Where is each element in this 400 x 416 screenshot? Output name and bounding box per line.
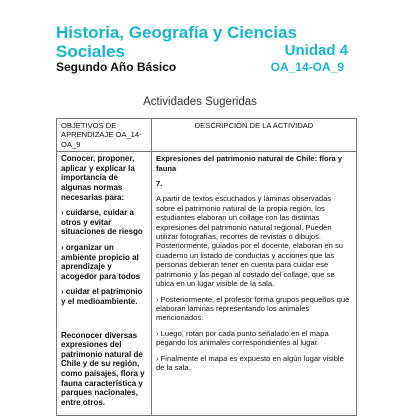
grade-label: Segundo Año Básico bbox=[56, 60, 177, 74]
table-row bbox=[57, 152, 357, 416]
activity-paragraph: › Posteriormente, el profesor forma grupos pequeños que elaboran láminas representando los animales mencionados. bbox=[156, 294, 350, 323]
activity-paragraph: › Finalmente el mapa es expuesto en algún lugar visible de la sala. bbox=[156, 353, 344, 372]
section-title: Actividades Sugeridas bbox=[143, 96, 257, 108]
objective-item: Conocer, proponer, aplicar y explicar la importancia de algunas normas necesarias para: bbox=[61, 154, 135, 202]
document-title bbox=[56, 23, 297, 61]
objective-item: › cuidar el patrimonio y el medioambiente. bbox=[61, 287, 143, 306]
unit-label: Unidad 4 bbox=[284, 42, 348, 59]
objective-item: › cuidarse, cuidar a otros y evitar situaciones de riesgo bbox=[61, 208, 143, 237]
title-line-1: Historia, Geografía y Ciencias bbox=[56, 23, 297, 42]
objective-item: › organizar un ambiente propicio al aprendizaje y acogedor para todos bbox=[61, 242, 141, 281]
objective-item: Reconocer diversas expresiones del patrimonio natural de Chile y de su región, como paisajes, flora y fauna característica y parques nacionales, entre otros. bbox=[61, 330, 145, 407]
objectives-header: OBJETIVOS DE APRENDIZAJE OA_14-OA_9 bbox=[57, 119, 152, 152]
objectives-cell bbox=[57, 152, 152, 416]
activity-header: DESCRIPCIÓN DE LA ACTIVIDAD bbox=[152, 119, 357, 152]
title-line-2: Sociales bbox=[56, 42, 125, 61]
activities-table bbox=[56, 118, 357, 416]
activity-heading: Expresiones del patrimonio natural de Chile: flora y fauna bbox=[156, 154, 343, 173]
table-header-row bbox=[57, 119, 357, 152]
activity-number: 7. bbox=[156, 179, 163, 189]
activity-cell bbox=[152, 152, 357, 416]
activity-paragraph: › Luego, rotan por cada punto señalado en el mapa pegando los animales correspondientes al lugar. bbox=[156, 328, 329, 348]
activity-paragraph: A partir de textos escuchados y láminas observadas sobre el patrimonio natural de la propia región, los estudiantes elaboran un collage con las distintas expresiones del patrimonio natural regional. Pueden utilizar fotografías, recortes de revistas o dibujos. Posteriormente, guiados por el docente, elaboran en su cuaderno un listado de conductas y acciones que las personas debieran tener en cuenta para cuidar ese patrimonio y las pegan al costado del collage, que se ubica en un lugar visible de la sala. bbox=[156, 194, 344, 289]
objective-code: OA_14-OA_9 bbox=[270, 60, 344, 74]
